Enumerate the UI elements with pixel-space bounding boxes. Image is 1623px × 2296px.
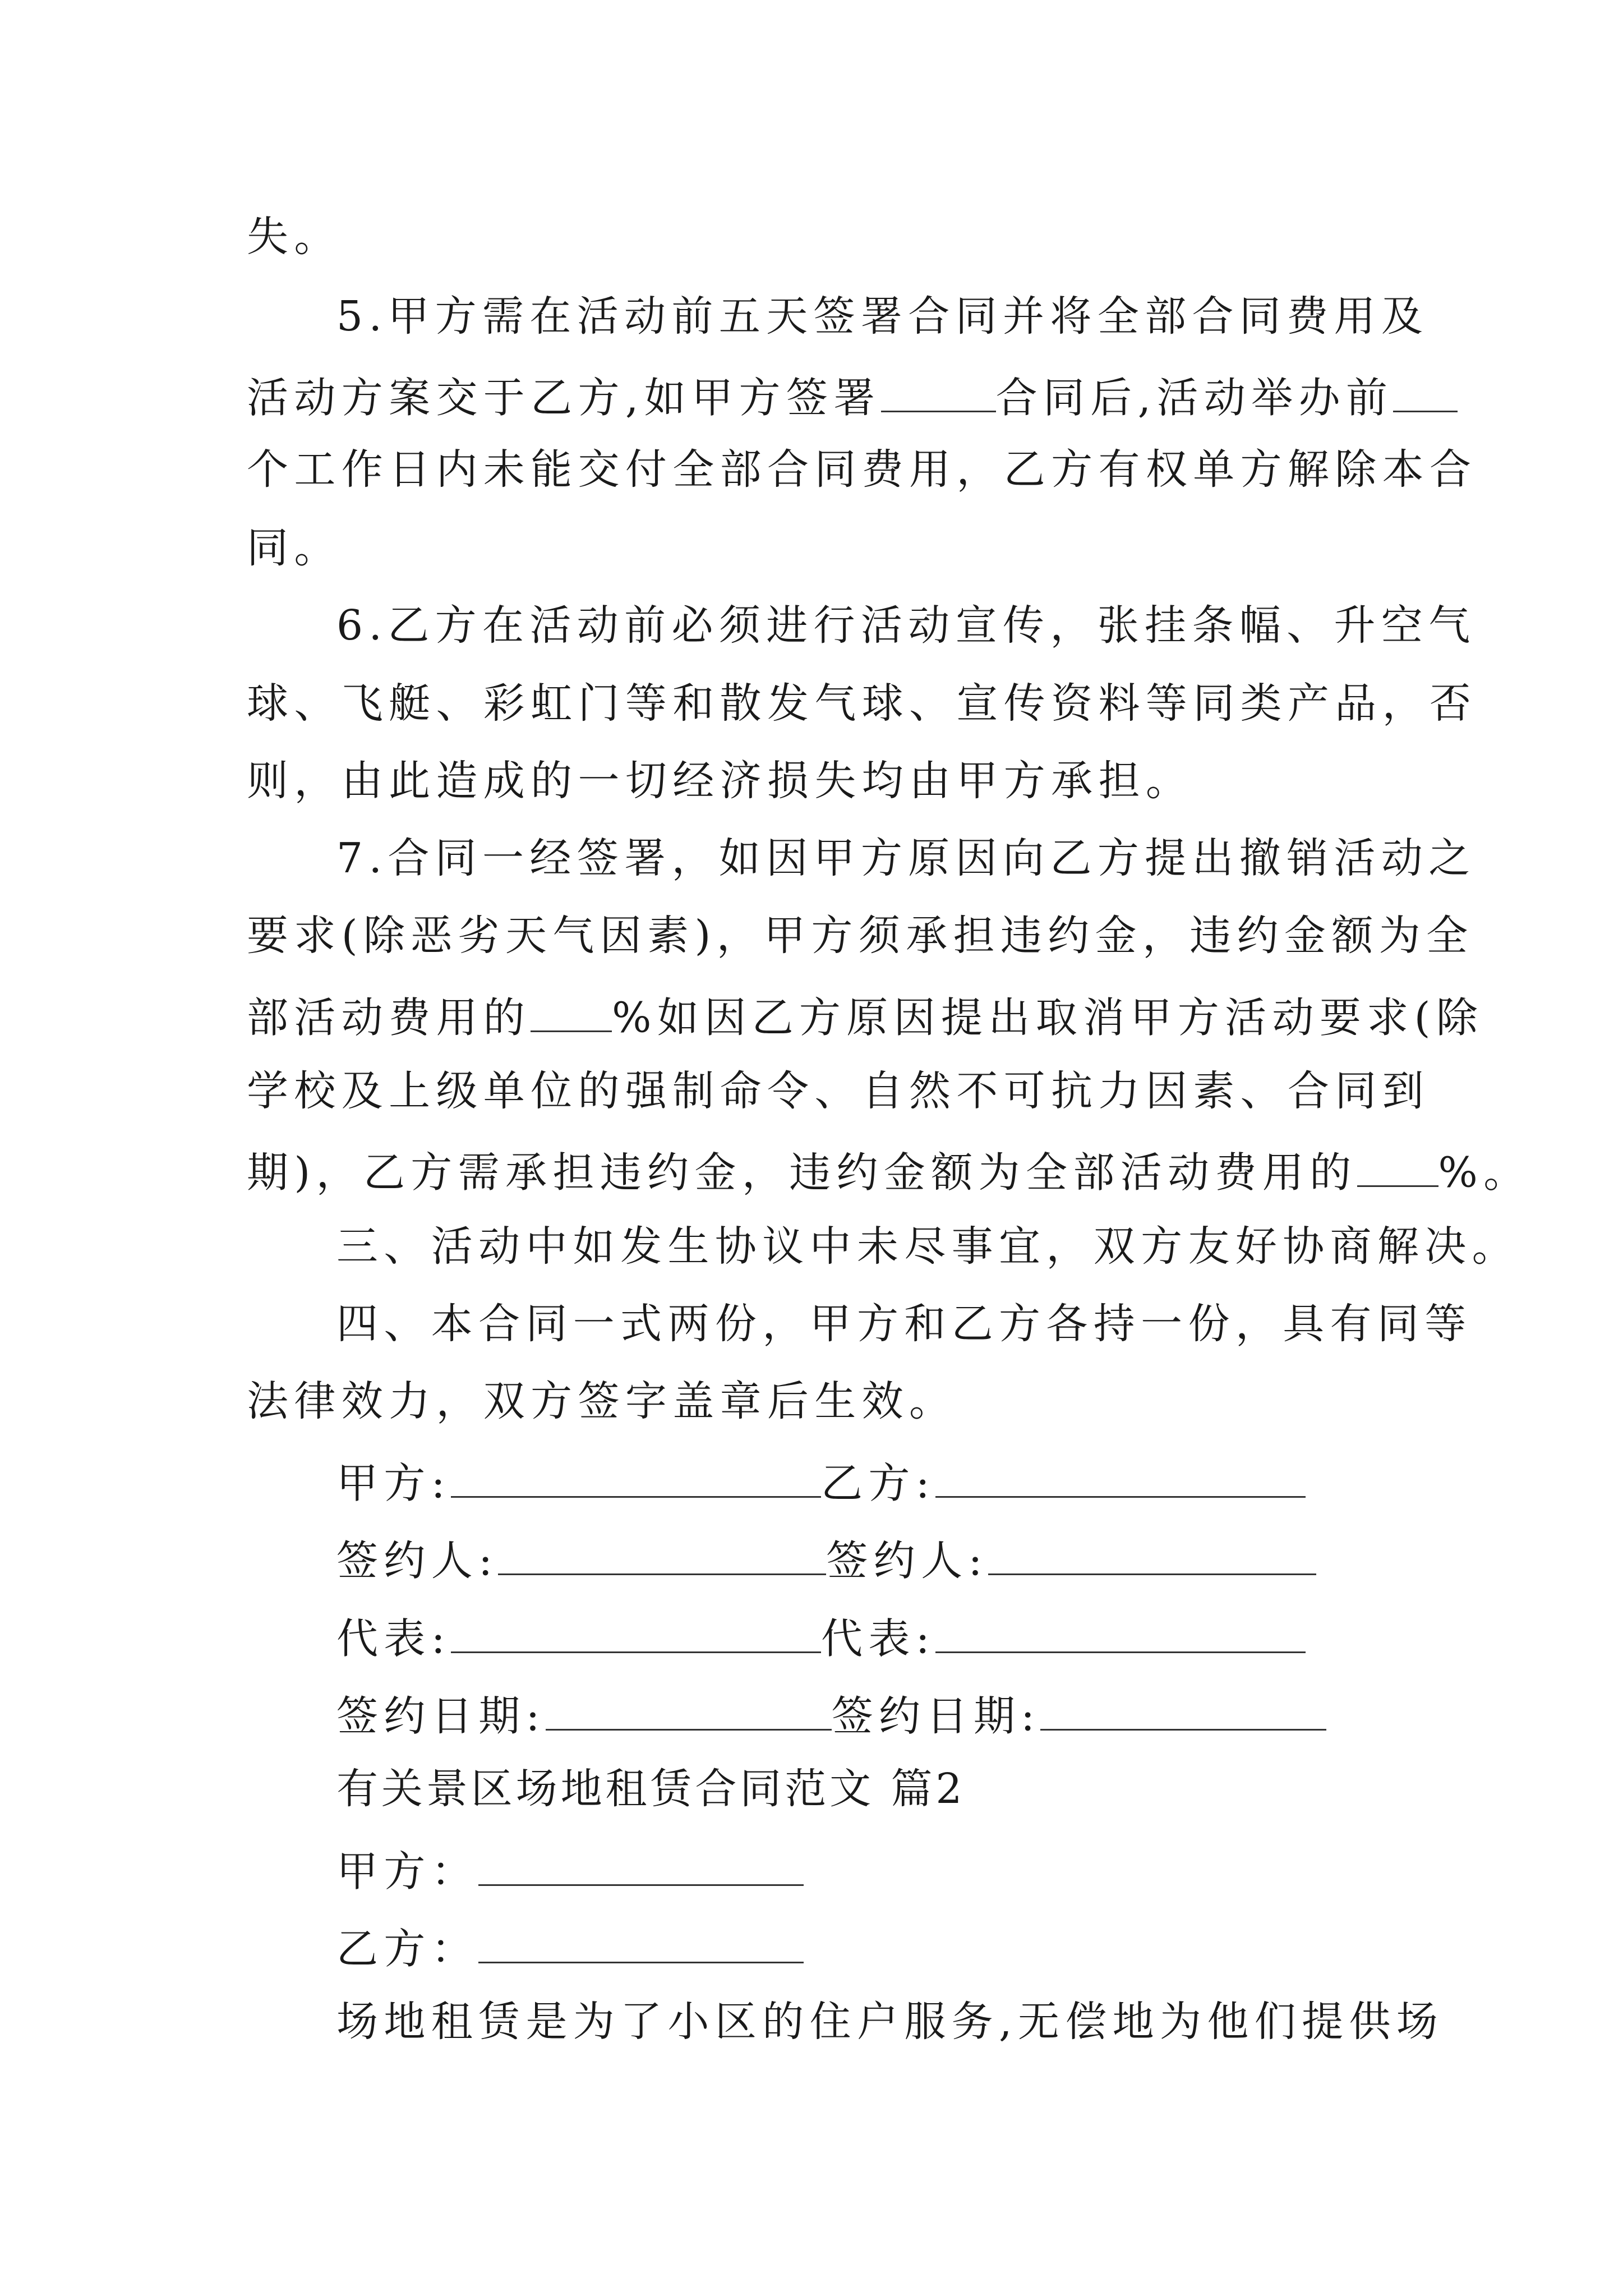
signature-blank bbox=[988, 1536, 1316, 1575]
text-line: 三、活动中如发生协议中未尽事宜，双方友好协商解决。 bbox=[336, 1222, 1519, 1271]
signature-label: 签约人: bbox=[826, 1536, 988, 1585]
signature-blank bbox=[1040, 1691, 1326, 1731]
signature-row bbox=[336, 1614, 1306, 1663]
signature-label: 乙方: bbox=[821, 1459, 936, 1508]
text-line: 要求(除恶劣天气因素)，甲方须承担违约金，违约金额为全 bbox=[247, 912, 1474, 960]
text-line: 学校及上级单位的强制命令、自然不可抗力因素、合同到 bbox=[247, 1067, 1430, 1115]
text-line: 5.甲方需在活动前五天签署合同并将全部合同费用及 bbox=[336, 292, 1429, 341]
text-line bbox=[247, 1148, 1531, 1197]
signature-label: 代表: bbox=[336, 1614, 451, 1663]
signature-blank bbox=[546, 1691, 832, 1731]
text-segment: %。 bbox=[1438, 1148, 1531, 1197]
signature-blank bbox=[935, 1614, 1306, 1653]
signature-row bbox=[336, 1691, 1326, 1741]
signature-blank bbox=[451, 1458, 821, 1498]
signature-label: 签约日期: bbox=[336, 1692, 546, 1741]
signature-label: 签约人: bbox=[336, 1536, 499, 1585]
section-title: 有关景区场地租赁合同范文 篇2 bbox=[336, 1765, 966, 1813]
text-line: 6.乙方在活动前必须进行活动宣传，张挂条幅、升空气 bbox=[336, 601, 1476, 650]
text-segment: 期)，乙方需承担违约金，违约金额为全部活动费用的 bbox=[247, 1148, 1357, 1197]
signature-blank bbox=[498, 1536, 826, 1575]
party-b-line bbox=[336, 1924, 804, 1973]
party-blank bbox=[478, 1924, 804, 1963]
text-line: 四、本合同一式两份，甲方和乙方各持一份，具有同等 bbox=[336, 1300, 1472, 1348]
text-line: 7.合同一经签署，如因甲方原因向乙方提出撤销活动之 bbox=[336, 834, 1476, 882]
blank-underline bbox=[531, 993, 612, 1032]
blank-underline bbox=[1393, 373, 1458, 412]
text-line: 失。 bbox=[247, 213, 342, 261]
blank-underline bbox=[1357, 1148, 1438, 1187]
signature-row bbox=[336, 1458, 1306, 1508]
text-line: 则，由此造成的一切经济损失均由甲方承担。 bbox=[247, 757, 1193, 805]
signature-label: 代表: bbox=[821, 1614, 936, 1663]
text-segment: 合同后,活动举办前 bbox=[995, 374, 1394, 422]
party-label: 甲方： bbox=[336, 1847, 479, 1896]
text-line: 同。 bbox=[247, 524, 342, 572]
party-label: 乙方： bbox=[336, 1925, 479, 1973]
signature-label: 甲方: bbox=[336, 1459, 451, 1508]
text-line bbox=[247, 373, 1458, 422]
party-blank bbox=[478, 1847, 804, 1886]
text-line bbox=[247, 993, 1484, 1042]
text-line: 场地租赁是为了小区的住户服务,无偿地为他们提供场 bbox=[336, 1998, 1444, 2046]
party-a-line bbox=[336, 1847, 804, 1896]
signature-blank bbox=[935, 1458, 1306, 1498]
text-line: 球、飞艇、彩虹门等和散发气球、宣传资料等同类产品，否 bbox=[247, 679, 1477, 728]
text-segment: 部活动费用的 bbox=[247, 993, 531, 1042]
text-segment: 活动方案交于乙方,如甲方签署 bbox=[247, 374, 881, 422]
text-segment: %如因乙方原因提出取消甲方活动要求(除 bbox=[612, 993, 1484, 1042]
blank-underline bbox=[881, 373, 996, 412]
signature-blank bbox=[451, 1614, 821, 1653]
text-line: 个工作日内未能交付全部合同费用，乙方有权单方解除本合 bbox=[247, 445, 1477, 494]
signature-label: 签约日期: bbox=[831, 1692, 1041, 1741]
text-line: 法律效力，双方签字盖章后生效。 bbox=[247, 1377, 957, 1425]
signature-row bbox=[336, 1536, 1316, 1585]
